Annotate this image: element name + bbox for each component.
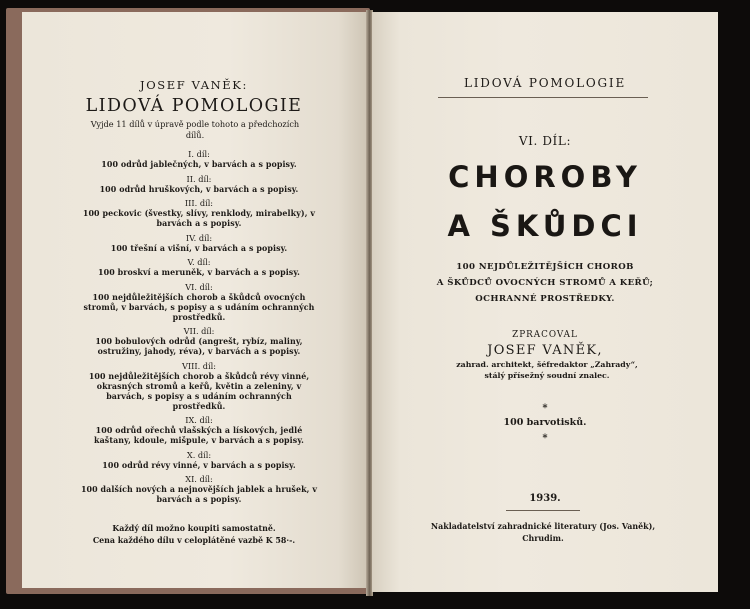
volume-desc: 100 peckovic (švestky, slívy, renklody, mirabelky), v barvách a s popisy. xyxy=(82,209,316,228)
volume-title: II. díl: xyxy=(186,173,212,184)
publication-year: 1939. xyxy=(529,493,561,504)
list-item xyxy=(80,415,318,446)
list-item xyxy=(80,361,318,412)
main-title-line-1: CHOROBY xyxy=(448,160,642,194)
part-label: VI. DÍL: xyxy=(518,134,572,148)
subtitle xyxy=(372,259,718,307)
left-page xyxy=(22,12,366,588)
main-title-line-2: A ŠKŮDCI xyxy=(447,209,643,243)
list-item xyxy=(80,174,318,195)
volume-title: III. díl: xyxy=(184,198,214,208)
left-author: JOSEF VANĚK: xyxy=(140,78,248,92)
subtitle-line-3: OCHRANNÉ PROSTŘEDKY. xyxy=(475,294,615,304)
volume-title: IV. díl: xyxy=(185,232,213,243)
role-line-1: zahrad. architekt, šéfredaktor „Zahrady“, xyxy=(456,360,638,369)
volume-list xyxy=(80,149,318,509)
volume-title: VIII. díl: xyxy=(181,360,217,371)
volume-title: VI. díl: xyxy=(185,281,213,292)
volume-desc: 100 třešní a višní, v barvách a s popisy. xyxy=(110,243,288,253)
left-title: LIDOVÁ POMOLOGIE xyxy=(85,96,303,116)
volume-desc: 100 bobulových odrůd (angrešt, rybíz, maliny, ostružiny, jahody, réva), v barvách a s popisy. xyxy=(95,337,303,356)
volume-title: XI. díl: xyxy=(185,474,213,484)
list-item xyxy=(80,198,318,229)
volume-desc: 100 odrůd hruškových, v barvách a s popisy. xyxy=(99,184,299,194)
volume-title: X. díl: xyxy=(186,449,212,460)
list-item xyxy=(80,450,318,471)
star-ornament-top: * xyxy=(542,403,548,414)
volume-title: I. díl: xyxy=(188,149,210,159)
subtitle-line-1: 100 NEJDŮLEŽITĚJŠÍCH CHOROB xyxy=(456,262,634,272)
right-page xyxy=(372,12,718,592)
volume-title: V. díl: xyxy=(187,257,211,267)
publisher-line-1: Nakladatelství zahradnické literatury (Jos. Vaněk), xyxy=(430,522,656,531)
volume-title: IX. díl: xyxy=(185,415,213,425)
star-ornament-bottom: * xyxy=(542,433,548,444)
volume-desc: 100 nejdůležitějších chorob a škůdců ovocných stromů, v barvách, s popisy a s udáním ochranných prostředků. xyxy=(83,292,315,322)
divider xyxy=(438,97,648,98)
volume-desc: 100 odrůd ořechů vlašských a lískových, jedlé kaštany, kdoule, mišpule, v barvách a s popisy. xyxy=(94,426,304,445)
left-intro: Vyjde 11 dílů v úpravě podle tohoto a předchozích dílů. xyxy=(90,119,300,140)
volume-desc: 100 odrůd jablečných, v barvách a s popisy. xyxy=(101,160,297,169)
list-item xyxy=(80,326,318,357)
list-item xyxy=(80,282,318,323)
author-role xyxy=(422,359,672,381)
volume-title: VII. díl: xyxy=(183,326,215,336)
list-item xyxy=(80,149,318,170)
publisher xyxy=(408,521,678,545)
illustrations-note: 100 barvotisků. xyxy=(503,417,587,428)
list-item xyxy=(80,474,318,505)
divider xyxy=(506,510,580,511)
role-line-2: stálý přísežný soudní znalec. xyxy=(484,371,610,380)
list-item xyxy=(80,257,318,278)
footer-line-2: Cena každého dílu v celoplátěné vazbě K 58·-. xyxy=(92,536,296,545)
list-item xyxy=(80,233,318,254)
volume-desc: 100 odrůd révy vinné, v barvách a s popisy. xyxy=(102,460,296,470)
publisher-line-2: Chrudim. xyxy=(522,534,564,543)
volume-desc: 100 broskví a meruněk, v barvách a s popisy. xyxy=(98,268,300,277)
volume-desc: 100 dalších nových a nejnovějších jablek a hrušek, v barvách a s popisy. xyxy=(80,485,318,504)
volume-desc: 100 nejdůležitějších chorob a škůdců révy vinné, okrasných stromů a keřů, květin a zeleniny, v barvách, s popisy a s udáním ochranných prostředků. xyxy=(88,371,310,411)
author-name: JOSEF VANĚK, xyxy=(487,343,603,358)
left-footer xyxy=(22,523,366,547)
series-title: LIDOVÁ POMOLOGIE xyxy=(463,76,627,90)
compiled-by: ZPRACOVAL xyxy=(512,330,578,340)
subtitle-line-2: A ŠKŮDCŮ OVOCNÝCH STROMŮ A KEŘŮ; xyxy=(436,278,654,288)
footer-line-1: Každý díl možno koupiti samostatně. xyxy=(112,524,276,533)
